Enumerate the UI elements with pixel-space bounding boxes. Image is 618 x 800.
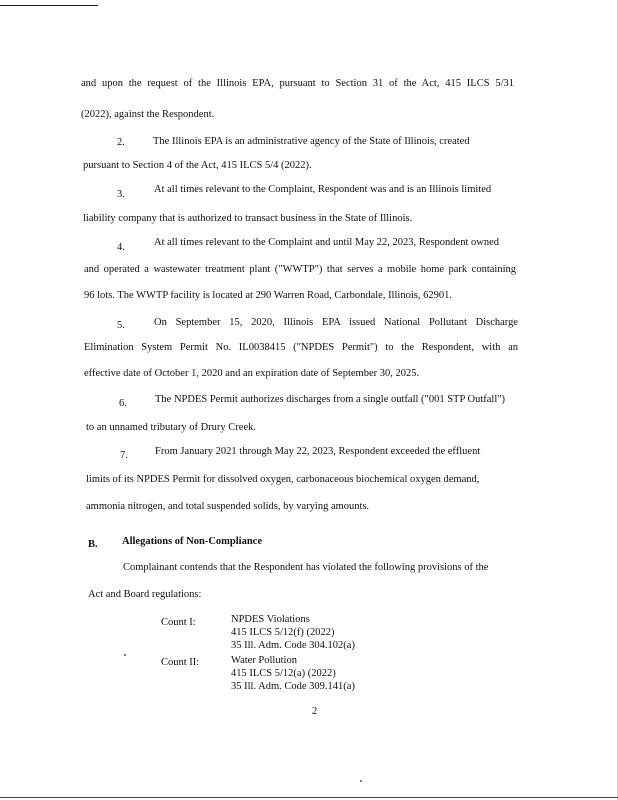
paragraph-line: pursuant to Section 4 of the Act, 415 ILCS 5/4 (2022).: [83, 160, 312, 171]
paragraph-number: 3.: [117, 189, 125, 200]
paragraph-line: At all times relevant to the Complaint, Respondent was and is an Illinois limited: [154, 184, 492, 195]
scan-speck: [360, 780, 362, 782]
intro-line: Act and Board regulations:: [88, 589, 202, 600]
paragraph-line: 96 lots. The WWTP facility is located at 290 Warren Road, Carbondale, Illinois, 62901.: [84, 290, 452, 301]
section-letter: B.: [88, 539, 98, 550]
paragraph-line: At all times relevant to the Complaint and until May 22, 2023, Respondent owned: [154, 237, 499, 248]
paragraph-number: 5.: [117, 320, 125, 331]
count-line: 35 Ill. Adm. Code 309.141(a): [231, 681, 355, 692]
paragraph-line: The Illinois EPA is an administrative agency of the State of Illinois, created: [153, 136, 470, 147]
paragraph-line: to an unnamed tributary of Drury Creek.: [86, 422, 256, 433]
paragraph-number: 6.: [119, 398, 127, 409]
intro-line: Complainant contends that the Respondent has violated the following provisions of the: [123, 562, 489, 573]
paragraph-line: limits of its NPDES Permit for dissolved oxygen, carbonaceous biochemical oxygen demand,: [86, 474, 480, 485]
paragraph-line: liability company that is authorized to transact business in the State of Illinois.: [83, 213, 413, 224]
scan-speck: [124, 654, 126, 656]
page-number: 2: [312, 706, 318, 717]
paragraph-line: (2022), against the Respondent.: [81, 109, 215, 120]
paragraph-line: The NPDES Permit authorizes discharges from a single outfall ("001 STP Outfall"): [155, 394, 506, 405]
paragraph-line: From January 2021 through May 22, 2023, Respondent exceeded the effluent: [155, 446, 481, 457]
section-title: Allegations of Non-Compliance: [122, 536, 262, 547]
paragraph-number: 4.: [117, 242, 125, 253]
paragraph-line: On September 15, 2020, Illinois EPA issued National Pollutant Discharge: [154, 317, 518, 328]
bottom-rule: [0, 797, 618, 798]
paragraph-line: and upon the request of the Illinois EPA, pursuant to Section 31 of the Act, 415 ILCS 5/31: [81, 78, 514, 89]
paragraph-line: effective date of October 1, 2020 and an expiration date of September 30, 2025.: [84, 368, 420, 379]
count-line: Water Pollution: [231, 655, 297, 666]
count-line: 415 ILCS 5/12(a) (2022): [231, 668, 336, 679]
count-label: Count II:: [161, 657, 200, 668]
paragraph-number: 2.: [117, 137, 125, 148]
paragraph-number: 7.: [120, 450, 128, 461]
count-line: NPDES Violations: [231, 614, 310, 625]
paragraph-line: and operated a wastewater treatment plant ("WWTP") that serves a mobile home park containing: [84, 264, 516, 275]
paragraph-line: ammonia nitrogen, and total suspended solids, by varying amounts.: [86, 501, 370, 512]
top-rule: [0, 5, 98, 6]
paragraph-line: Elimination System Permit No. IL0038415 ("NPDES Permit") to the Respondent, with an: [84, 342, 518, 353]
count-label: Count I:: [161, 617, 196, 628]
count-line: 415 ILCS 5/12(f) (2022): [231, 627, 335, 638]
count-line: 35 Ill. Adm. Code 304.102(a): [231, 640, 355, 651]
